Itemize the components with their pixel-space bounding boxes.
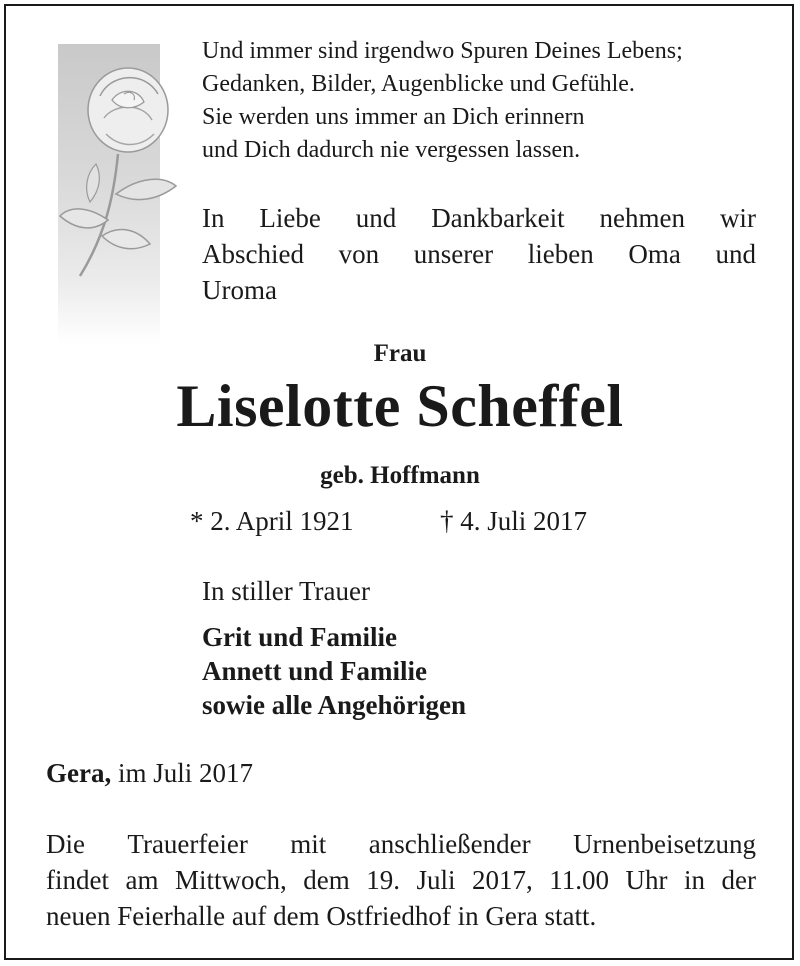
list-item: Grit und Familie xyxy=(202,622,397,652)
maiden-name: geb. Hoffmann xyxy=(320,462,480,489)
word: Juli xyxy=(416,865,456,895)
word: 11.00 xyxy=(549,865,609,895)
life-dates xyxy=(0,506,800,542)
word: findet xyxy=(46,865,109,895)
word: Mittwoch, xyxy=(174,865,287,895)
funeral-info xyxy=(46,826,756,934)
mourners-list xyxy=(202,620,466,722)
word: 2017, xyxy=(472,865,533,895)
rose-icon xyxy=(40,44,180,304)
poem-line: und Dich dadurch nie vergessen lassen. xyxy=(202,137,581,163)
funeral-line xyxy=(46,862,756,898)
word: Die xyxy=(46,829,85,859)
word: Urnenbeisetzung xyxy=(573,829,756,859)
mourning-label: In stiller Trauer xyxy=(202,576,370,606)
word: lieben xyxy=(527,239,594,269)
word: anschließender xyxy=(368,829,531,859)
poem-line: Gedanken, Bilder, Augenblicke und Gefühle. xyxy=(202,71,635,97)
date: im Juli 2017 xyxy=(117,758,253,788)
word: Abschied xyxy=(202,239,304,269)
rose-image xyxy=(58,44,160,344)
word: Liebe xyxy=(259,203,321,233)
word: Uhr xyxy=(625,865,668,895)
birth-date: * 2. April 1921 xyxy=(190,506,354,536)
intro-line: Uroma xyxy=(202,275,277,305)
list-item: Annett und Familie xyxy=(202,656,428,686)
word: nehmen xyxy=(599,203,686,233)
deceased-name: Liselotte Scheffel xyxy=(176,373,624,439)
poem xyxy=(202,35,762,167)
word: von xyxy=(338,239,380,269)
funeral-line xyxy=(46,826,756,862)
death-date: † 4. Juli 2017 xyxy=(440,506,588,536)
word: In xyxy=(202,203,225,233)
poem-line: Sie werden uns immer an Dich erinnern xyxy=(202,104,585,130)
word: mit xyxy=(290,829,327,859)
word: 19. xyxy=(366,865,400,895)
word: der xyxy=(721,865,756,895)
salutation: Frau xyxy=(373,340,427,367)
word: am xyxy=(125,865,159,895)
place: Gera, xyxy=(46,758,112,788)
poem-line: Und immer sind irgendwo Spuren Deines Lebens; xyxy=(202,38,683,64)
word: wir xyxy=(719,203,756,233)
word: unserer xyxy=(413,239,494,269)
word: dem xyxy=(303,865,350,895)
intro-text xyxy=(202,200,756,308)
funeral-line: neuen Feierhalle auf dem Ostfriedhof in Gera statt. xyxy=(46,901,597,931)
word: Dankbarkeit xyxy=(431,203,565,233)
word: und xyxy=(715,239,756,269)
intro-line xyxy=(202,200,756,236)
word: Oma xyxy=(628,239,681,269)
word: Trauerfeier xyxy=(127,829,248,859)
intro-line xyxy=(202,236,756,272)
word: in xyxy=(684,865,706,895)
place-date xyxy=(46,758,253,789)
list-item: sowie alle Angehörigen xyxy=(202,690,466,720)
word: und xyxy=(355,203,397,233)
